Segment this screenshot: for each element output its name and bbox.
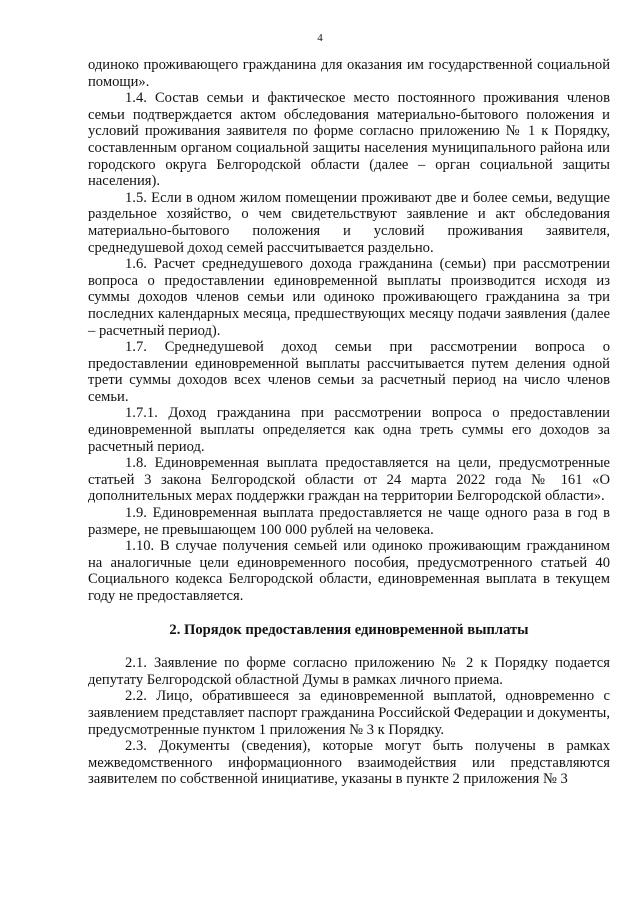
paragraph-1-10: 1.10. В случае получения семьей или одиноко проживающим гражданином на аналогичные цели единовременного пособия, предусмотренного статьей 40 Социального кодекса Белгородской области, единовременная выплата в текущем году не предоставляется. xyxy=(88,538,610,604)
document-body xyxy=(88,57,610,788)
page-number: 4 xyxy=(317,32,323,44)
paragraph-2-2: 2.2. Лицо, обратившееся за единовременной выплатой, одновременно с заявлением представляет паспорт гражданина Российской Федерации и документы, предусмотренные пунктом 1 приложения № 3 к Порядку. xyxy=(88,688,610,738)
paragraph-continuation: одиноко проживающего гражданина для оказания им государственной социальной помощи». xyxy=(88,57,610,90)
paragraph-1-9: 1.9. Единовременная выплата предоставляется не чаще одного раза в год в размере, не превышающем 100 000 рублей на человека. xyxy=(88,505,610,538)
paragraph-1-4: 1.4. Состав семьи и фактическое место постоянного проживания членов семьи подтверждается актом обследования материально-бытового положения и условий проживания заявителя по форме согласно приложению № 1 к Порядку, составленным органом социальной защиты населения муниципального района или городского округа Белгородской области (далее – орган социальной защиты населения). xyxy=(88,90,610,190)
paragraph-1-8: 1.8. Единовременная выплата предоставляется на цели, предусмотренные статьей 3 закона Белгородской области от 24 марта 2022 года № 161 «О дополнительных мерах поддержки граждан на территории Белгородской области». xyxy=(88,455,610,505)
section-heading: 2. Порядок предоставления единовременной выплаты xyxy=(169,621,529,638)
paragraph-1-5: 1.5. Если в одном жилом помещении проживают две и более семьи, ведущие раздельное хозяйство, о чем свидетельствуют заявление и акт обследования материально-бытового положения и условий проживания заявителя, среднедушевой доход семей рассчитывается раздельно. xyxy=(88,189,610,256)
paragraph-1-6: 1.6. Расчет среднедушевого дохода гражданина (семьи) при рассмотрении вопроса о предоставлении единовременной выплаты производится исходя из суммы доходов членов семьи или одиноко проживающего гражданина за три последних календарных месяца, предшествующих месяцу подачи заявления (далее – расчетный период). xyxy=(88,256,610,339)
paragraph-2-1: 2.1. Заявление по форме согласно приложению № 2 к Порядку подается депутату Белгородской областной Думы в рамках личного приема. xyxy=(88,655,610,688)
paragraph-1-7: 1.7. Среднедушевой доход семьи при рассмотрении вопроса о предоставлении единовременной выплаты рассчитывается путем деления одной трети суммы доходов всех членов семьи за расчетный период на число членов семьи. xyxy=(88,339,610,405)
paragraph-1-7-1: 1.7.1. Доход гражданина при рассмотрении вопроса о предоставлении единовременной выплаты определяется как одна треть суммы его доходов за расчетный период. xyxy=(88,405,610,455)
paragraph-2-3: 2.3. Документы (сведения), которые могут быть получены в рамках межведомственного информационного взаимодействия или представляются заявителем по собственной инициативе, указаны в пункте 2 приложения № 3 xyxy=(88,738,610,788)
